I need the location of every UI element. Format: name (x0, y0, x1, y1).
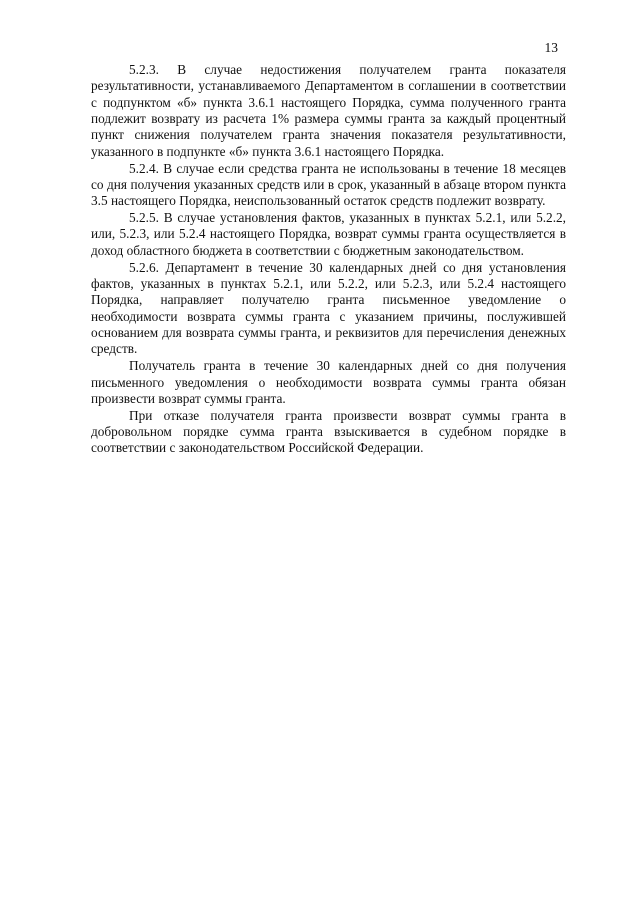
paragraph-5-2-3: 5.2.3. В случае недостижения получателем гранта показателя результативности, устанавливаемого Департаментом в соглашении в соответствии с подпунктом «б» пункта 3.6.1 настоящего Порядка, сумма полученного гранта подлежит возврату из расчета 1% размера суммы гранта за каждый процентный пункт снижения получателем гранта значения показателя результативности, указанного в подпункте «б» пункта 3.6.1 настоящего Порядка. (91, 62, 566, 159)
paragraph-return-deadline: Получатель гранта в течение 30 календарных дней со дня получения письменного уведомления о необходимости возврата суммы гранта обязан произвести возврат суммы гранта. (91, 358, 566, 406)
paragraph-5-2-6: 5.2.6. Департамент в течение 30 календарных дней со дня установления фактов, указанных в пунктах 5.2.1, или 5.2.2, или 5.2.3, или 5.2.4 настоящего Порядка, направляет получателю гранта письменное уведомление о необходимости возврата суммы гранта с указанием причины, послужившей основанием для возврата суммы гранта, и реквизитов для перечисления денежных средств. (91, 259, 566, 357)
document-body (91, 62, 566, 457)
page-number: 13 (544, 40, 558, 55)
paragraph-5-2-5: 5.2.5. В случае установления фактов, указанных в пунктах 5.2.1, или 5.2.2, или, 5.2.3, или 5.2.4 настоящего Порядка, возврат суммы гранта осуществляется в доход областного бюджета в соответствии с бюджетным законодательством. (91, 210, 566, 258)
paragraph-refusal: При отказе получателя гранта произвести возврат суммы гранта в добровольном порядке сумма гранта взыскивается в судебном порядке в соответствии с законодательством Российской Федерации. (91, 407, 566, 456)
paragraph-5-2-4: 5.2.4. В случае если средства гранта не использованы в течение 18 месяцев со дня получения указанных средств или в срок, указанный в абзаце втором пункта 3.5 настоящего Порядка, неиспользованный остаток средств подлежит возврату. (91, 160, 566, 209)
